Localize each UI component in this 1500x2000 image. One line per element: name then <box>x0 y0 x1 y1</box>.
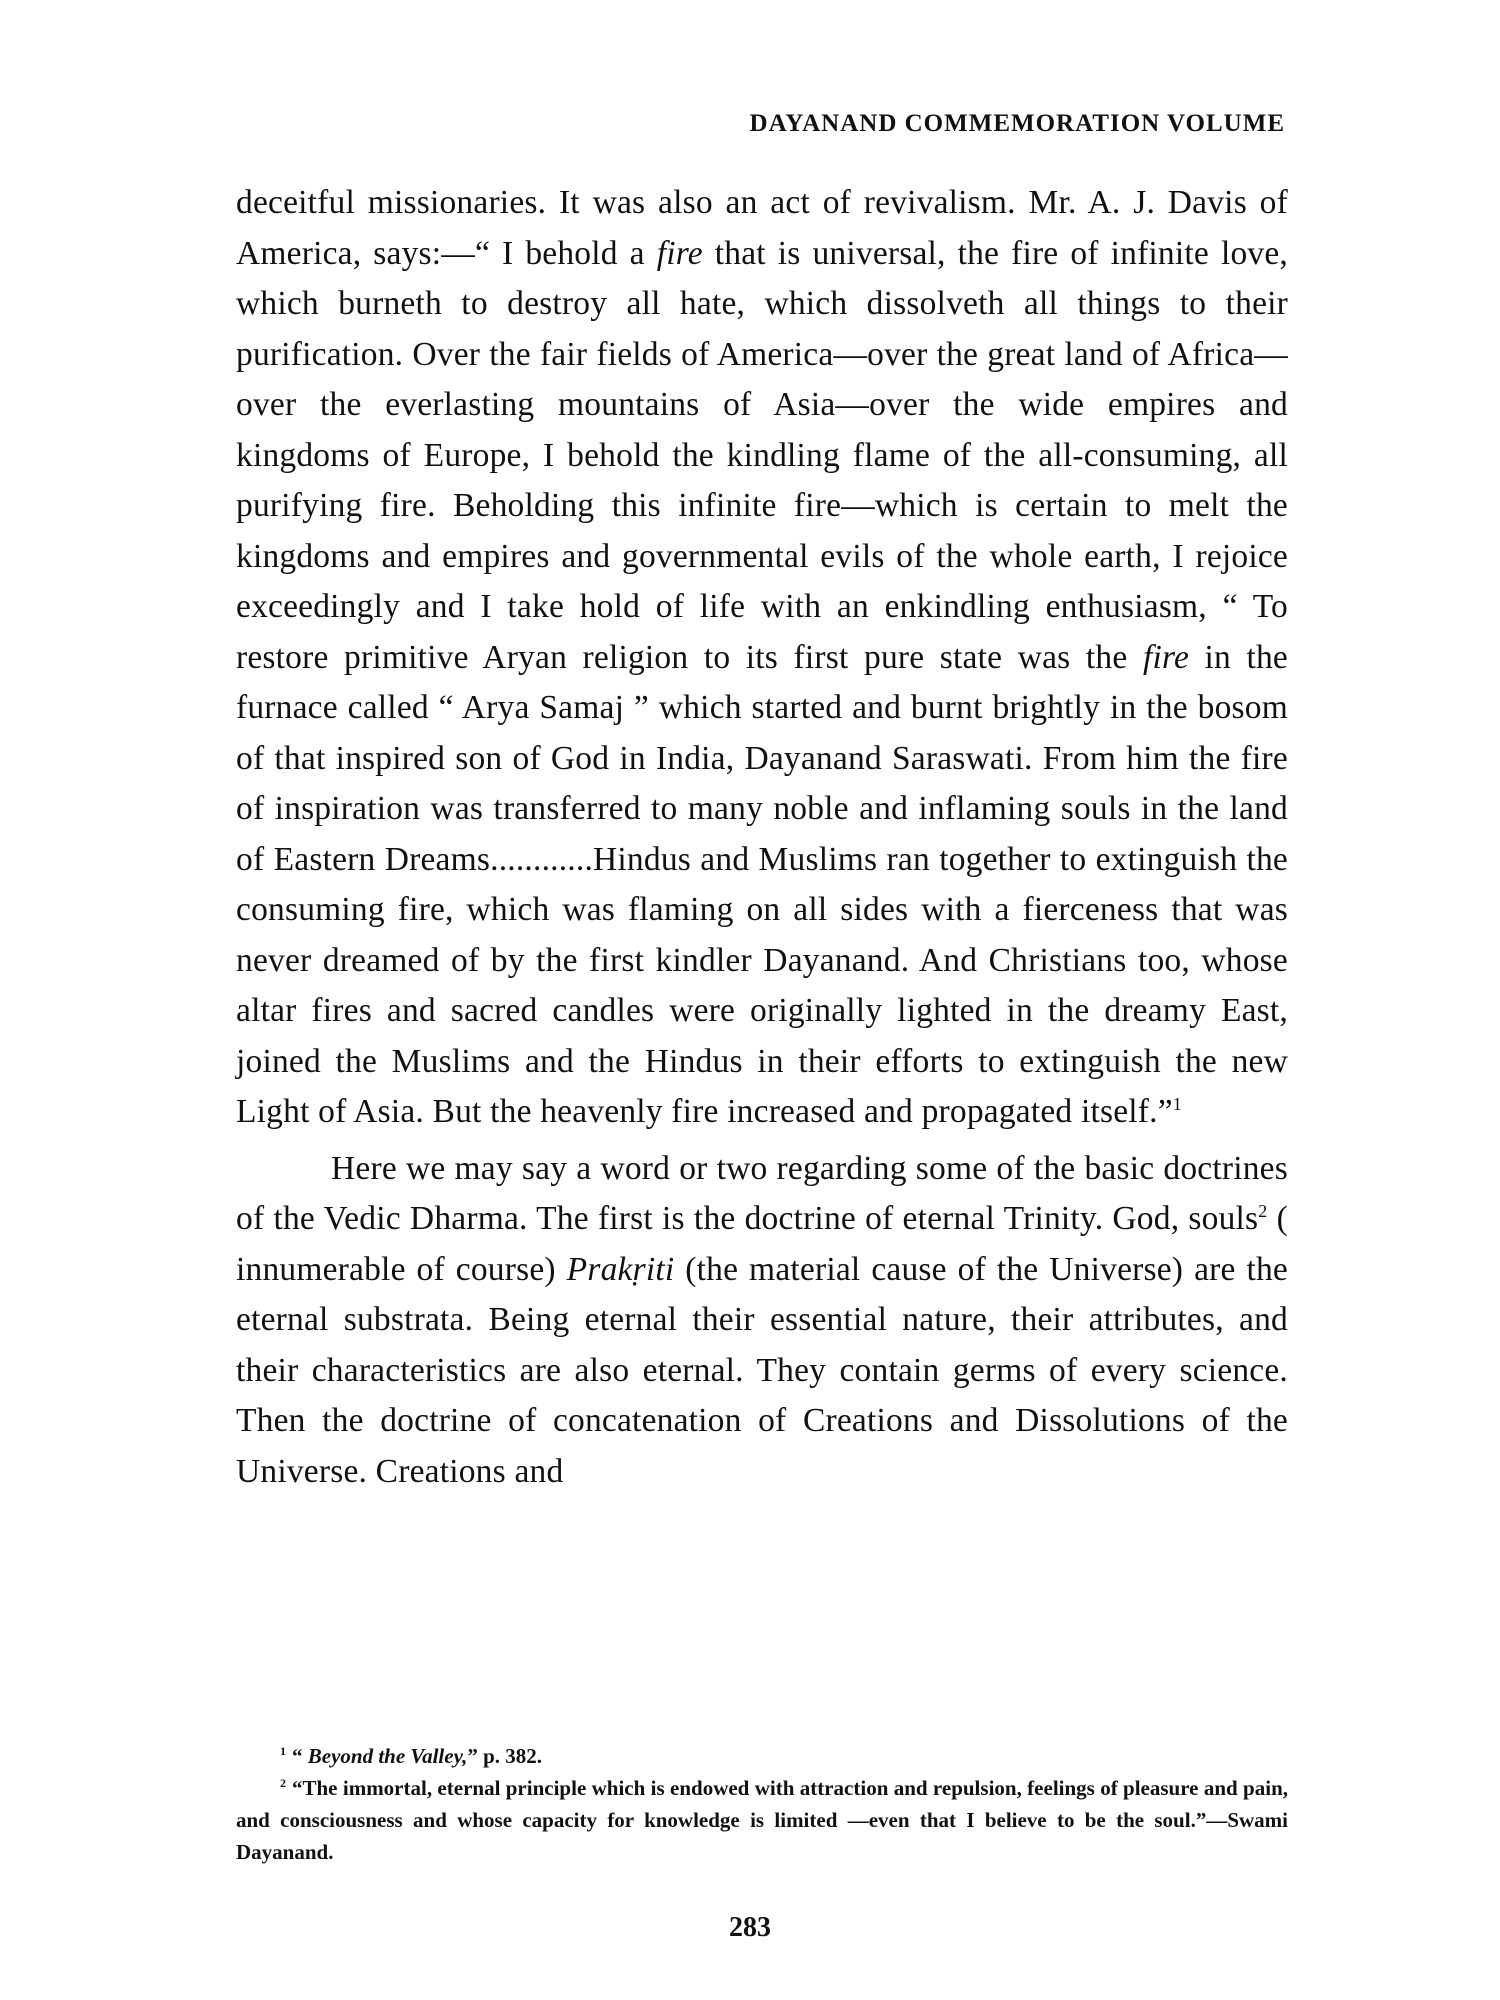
footnote-text: “The immortal, eternal principle which is endowed with attraction and repulsion, feelings of pleasure and pain, and consciousness and whose capacity for knowledge is limited —even that I believe to be the soul.”—Swami Dayanand. <box>236 1776 1288 1864</box>
footnotes <box>236 1740 1288 1868</box>
italic-word: fire <box>1142 638 1190 676</box>
footnote-marker: 2 <box>280 1776 286 1790</box>
footnote-text: ” p. 382. <box>467 1744 543 1768</box>
text-run: ( innumerable of course) <box>236 1200 1288 1288</box>
body-text <box>236 178 1288 1497</box>
footnote-1 <box>236 1740 1288 1772</box>
text-run: Here we may say a word or two regarding some of the basic doctrines of the Vedic Dharma. The first is the doctrine of eternal Trinity. God, souls <box>236 1149 1288 1237</box>
running-head: DAYANAND COMMEMORATION VOLUME <box>749 110 1285 137</box>
text-run: deceitful missionaries. It was also an act of revivalism. Mr. A. J. Davis of America, says:—“ I behold a <box>236 184 1288 272</box>
text-run: in the furnace called “ Arya Samaj ” which started and burnt brightly in the bosom of that inspired son of God in India, Dayanand Saraswati. From him the fire of inspiration was transferred to many noble and inflaming souls in the land of Eastern Dreams............Hindus and Muslims ran together to extinguish the consuming fire, which was flaming on all sides with a fierceness that was never dreamed of by the first kindler Dayanand. And Christians too, whose altar fires and sacred candles were originally lighted in the dreamy East, joined the Muslims and the Hindus in their efforts to extinguish the new Light of Asia. But the heavenly fire increased and propagated itself.” <box>236 638 1288 1130</box>
italic-word: fire <box>656 234 703 272</box>
page-number: 283 <box>729 1912 771 1943</box>
footnote-quote: “ <box>292 1744 308 1768</box>
footnote-marker: 1 <box>280 1744 286 1758</box>
text-run: (the material cause of the Universe) are the eternal substrata. Being eternal their essential nature, their attributes, and their characteristics are also eternal. They contain germs of every science. Then the doctrine of concatenation of Creations and Dissolutions of the Universe. Creations and <box>236 1250 1288 1490</box>
footnote-reference-1: 1 <box>1172 1093 1182 1114</box>
footnote-reference-2: 2 <box>1258 1200 1268 1221</box>
footnote-2 <box>236 1772 1288 1868</box>
paragraph-1 <box>236 178 1288 1138</box>
paragraph-2 <box>236 1144 1288 1498</box>
footnote-title: Beyond the Valley, <box>307 1744 468 1768</box>
text-run: that is universal, the fire of infinite love, which burneth to destroy all hate, which dissolveth all things to their purification. Over the fair fields of America—over the great land of Africa—over the everlasting mountains of Asia—over the wide empires and kingdoms of Europe, I behold the kindling flame of the all-consuming, all purifying fire. Beholding this infinite fire—which is certain to melt the kingdoms and empires and governmental evils of the whole earth, I rejoice exceedingly and I take hold of life with an enkindling enthusiasm, “ To restore primitive Aryan religion to its first pure state was the <box>236 234 1288 676</box>
italic-term: Prakṛiti <box>566 1250 675 1288</box>
